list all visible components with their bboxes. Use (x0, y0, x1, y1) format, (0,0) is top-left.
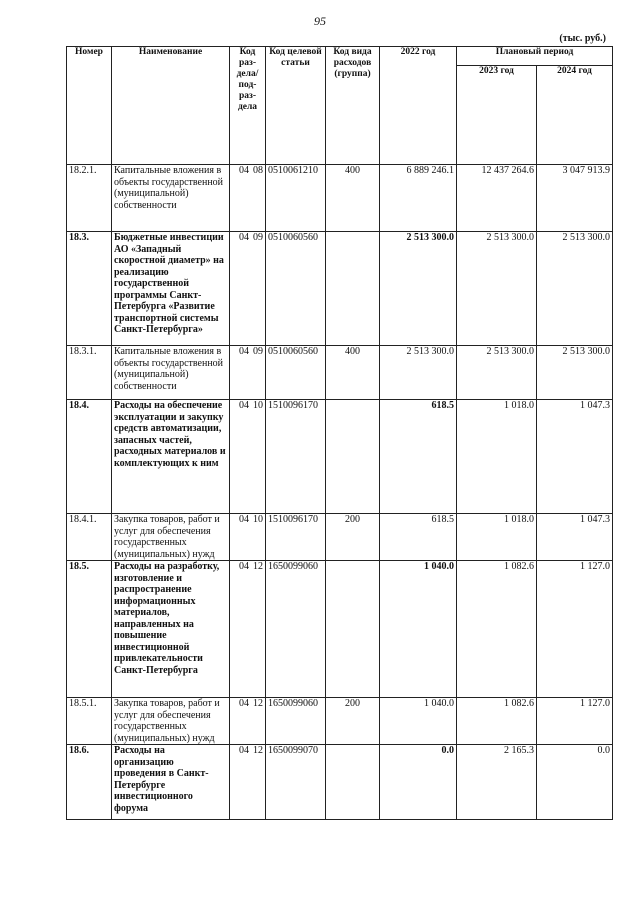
table-row (67, 698, 613, 745)
cell-number: 18.5. (67, 561, 112, 698)
cell-section (230, 400, 266, 514)
table-row (67, 165, 613, 232)
cell-year-2022: 0.0 (380, 745, 457, 820)
cell-subsection-code: 09 (253, 346, 263, 357)
cell-number: 18.6. (67, 745, 112, 820)
cell-year-2023: 1 082.6 (457, 698, 537, 745)
cell-year-2022: 6 889 246.1 (380, 165, 457, 232)
cell-year-2023: 2 513 300.0 (457, 232, 537, 346)
cell-year-2024: 1 127.0 (537, 561, 613, 698)
cell-number: 18.3. (67, 232, 112, 346)
cell-name: Расходы на обеспечение эксплуатации и закупку средств автоматизации, запасных частей, расходных материалов и комплектующих к ним (112, 400, 230, 514)
cell-section-code: 04 (239, 561, 249, 572)
cell-name: Капитальные вложения в объекты государственной (муниципальной) собственности (112, 165, 230, 232)
units-label: (тыс. руб.) (559, 33, 606, 44)
cell-year-2022: 618.5 (380, 514, 457, 561)
cell-target-code: 1510096170 (266, 400, 326, 514)
cell-year-2024: 1 047.3 (537, 400, 613, 514)
cell-name: Закупка товаров, работ и услуг для обеспечения государственных (муниципальных) нужд (112, 698, 230, 745)
cell-section (230, 698, 266, 745)
cell-section-code: 04 (239, 514, 249, 525)
cell-number: 18.4.1. (67, 514, 112, 561)
table-row (67, 745, 613, 820)
cell-year-2024: 0.0 (537, 745, 613, 820)
cell-expense-type (326, 745, 380, 820)
cell-section (230, 745, 266, 820)
table-row (67, 561, 613, 698)
cell-number: 18.5.1. (67, 698, 112, 745)
cell-target-code: 1650099060 (266, 561, 326, 698)
cell-year-2024: 2 513 300.0 (537, 346, 613, 400)
cell-subsection-code: 12 (253, 698, 263, 709)
cell-section-code: 04 (239, 745, 249, 756)
cell-name: Расходы на организацию проведения в Санкт-Петербурге инвестиционного форума (112, 745, 230, 820)
cell-year-2024: 2 513 300.0 (537, 232, 613, 346)
cell-section-code: 04 (239, 400, 249, 411)
cell-section-code: 04 (239, 698, 249, 709)
cell-year-2022: 2 513 300.0 (380, 232, 457, 346)
table-row (67, 514, 613, 561)
header-expense-type-code: Код вида расходов (группа) (326, 47, 380, 165)
cell-section (230, 346, 266, 400)
header-year-2022: 2022 год (380, 47, 457, 165)
cell-subsection-code: 10 (253, 400, 263, 411)
cell-number: 18.2.1. (67, 165, 112, 232)
cell-expense-type (326, 561, 380, 698)
cell-year-2023: 12 437 264.6 (457, 165, 537, 232)
header-year-2023: 2023 год (457, 66, 537, 165)
cell-year-2022: 618.5 (380, 400, 457, 514)
page-number: 95 (314, 14, 326, 28)
cell-subsection-code: 08 (253, 165, 263, 176)
cell-section-code: 04 (239, 165, 249, 176)
cell-year-2024: 1 047.3 (537, 514, 613, 561)
cell-section (230, 514, 266, 561)
cell-expense-type (326, 232, 380, 346)
cell-year-2024: 1 127.0 (537, 698, 613, 745)
table-row (67, 232, 613, 346)
cell-year-2022: 1 040.0 (380, 698, 457, 745)
cell-year-2022: 1 040.0 (380, 561, 457, 698)
table-row (67, 346, 613, 400)
cell-name: Капитальные вложения в объекты государственной (муниципальной) собственности (112, 346, 230, 400)
cell-subsection-code: 12 (253, 745, 263, 756)
cell-expense-type: 200 (326, 698, 380, 745)
cell-name: Расходы на разработку, изготовление и распространение информационных материалов, направленных на повышение инвестиционной привлекательности Санкт-Петербурга (112, 561, 230, 698)
cell-year-2022: 2 513 300.0 (380, 346, 457, 400)
cell-target-code: 0510060560 (266, 346, 326, 400)
cell-year-2023: 1 082.6 (457, 561, 537, 698)
cell-year-2023: 1 018.0 (457, 514, 537, 561)
cell-target-code: 1650099070 (266, 745, 326, 820)
table-body (67, 165, 613, 820)
cell-name: Бюджетные инвестиции АО «Западный скоростной диаметр» на реализацию государственной программы Санкт-Петербурга «Развитие транспортной системы Санкт-Петербурга» (112, 232, 230, 346)
cell-name: Закупка товаров, работ и услуг для обеспечения государственных (муниципальных) нужд (112, 514, 230, 561)
cell-year-2024: 3 047 913.9 (537, 165, 613, 232)
cell-expense-type: 400 (326, 165, 380, 232)
budget-table (66, 46, 613, 820)
cell-expense-type: 400 (326, 346, 380, 400)
cell-subsection-code: 10 (253, 514, 263, 525)
cell-number: 18.4. (67, 400, 112, 514)
header-section-code: Код раз- дела/ под- раз- дела (230, 47, 266, 165)
cell-year-2023: 1 018.0 (457, 400, 537, 514)
header-year-2024: 2024 год (537, 66, 613, 165)
cell-number: 18.3.1. (67, 346, 112, 400)
header-number: Номер (67, 47, 112, 165)
cell-target-code: 1510096170 (266, 514, 326, 561)
cell-section (230, 561, 266, 698)
cell-section-code: 04 (239, 232, 249, 243)
header-target-code: Код целевой статьи (266, 47, 326, 165)
header-planned-period: Плановый период (457, 47, 613, 66)
cell-section-code: 04 (239, 346, 249, 357)
cell-expense-type (326, 400, 380, 514)
cell-subsection-code: 09 (253, 232, 263, 243)
cell-expense-type: 200 (326, 514, 380, 561)
table-header (67, 47, 613, 165)
cell-target-code: 0510060560 (266, 232, 326, 346)
cell-subsection-code: 12 (253, 561, 263, 572)
cell-section (230, 165, 266, 232)
header-name: Наименование (112, 47, 230, 165)
cell-target-code: 0510061210 (266, 165, 326, 232)
table-row (67, 400, 613, 514)
cell-section (230, 232, 266, 346)
cell-year-2023: 2 165.3 (457, 745, 537, 820)
cell-year-2023: 2 513 300.0 (457, 346, 537, 400)
cell-target-code: 1650099060 (266, 698, 326, 745)
